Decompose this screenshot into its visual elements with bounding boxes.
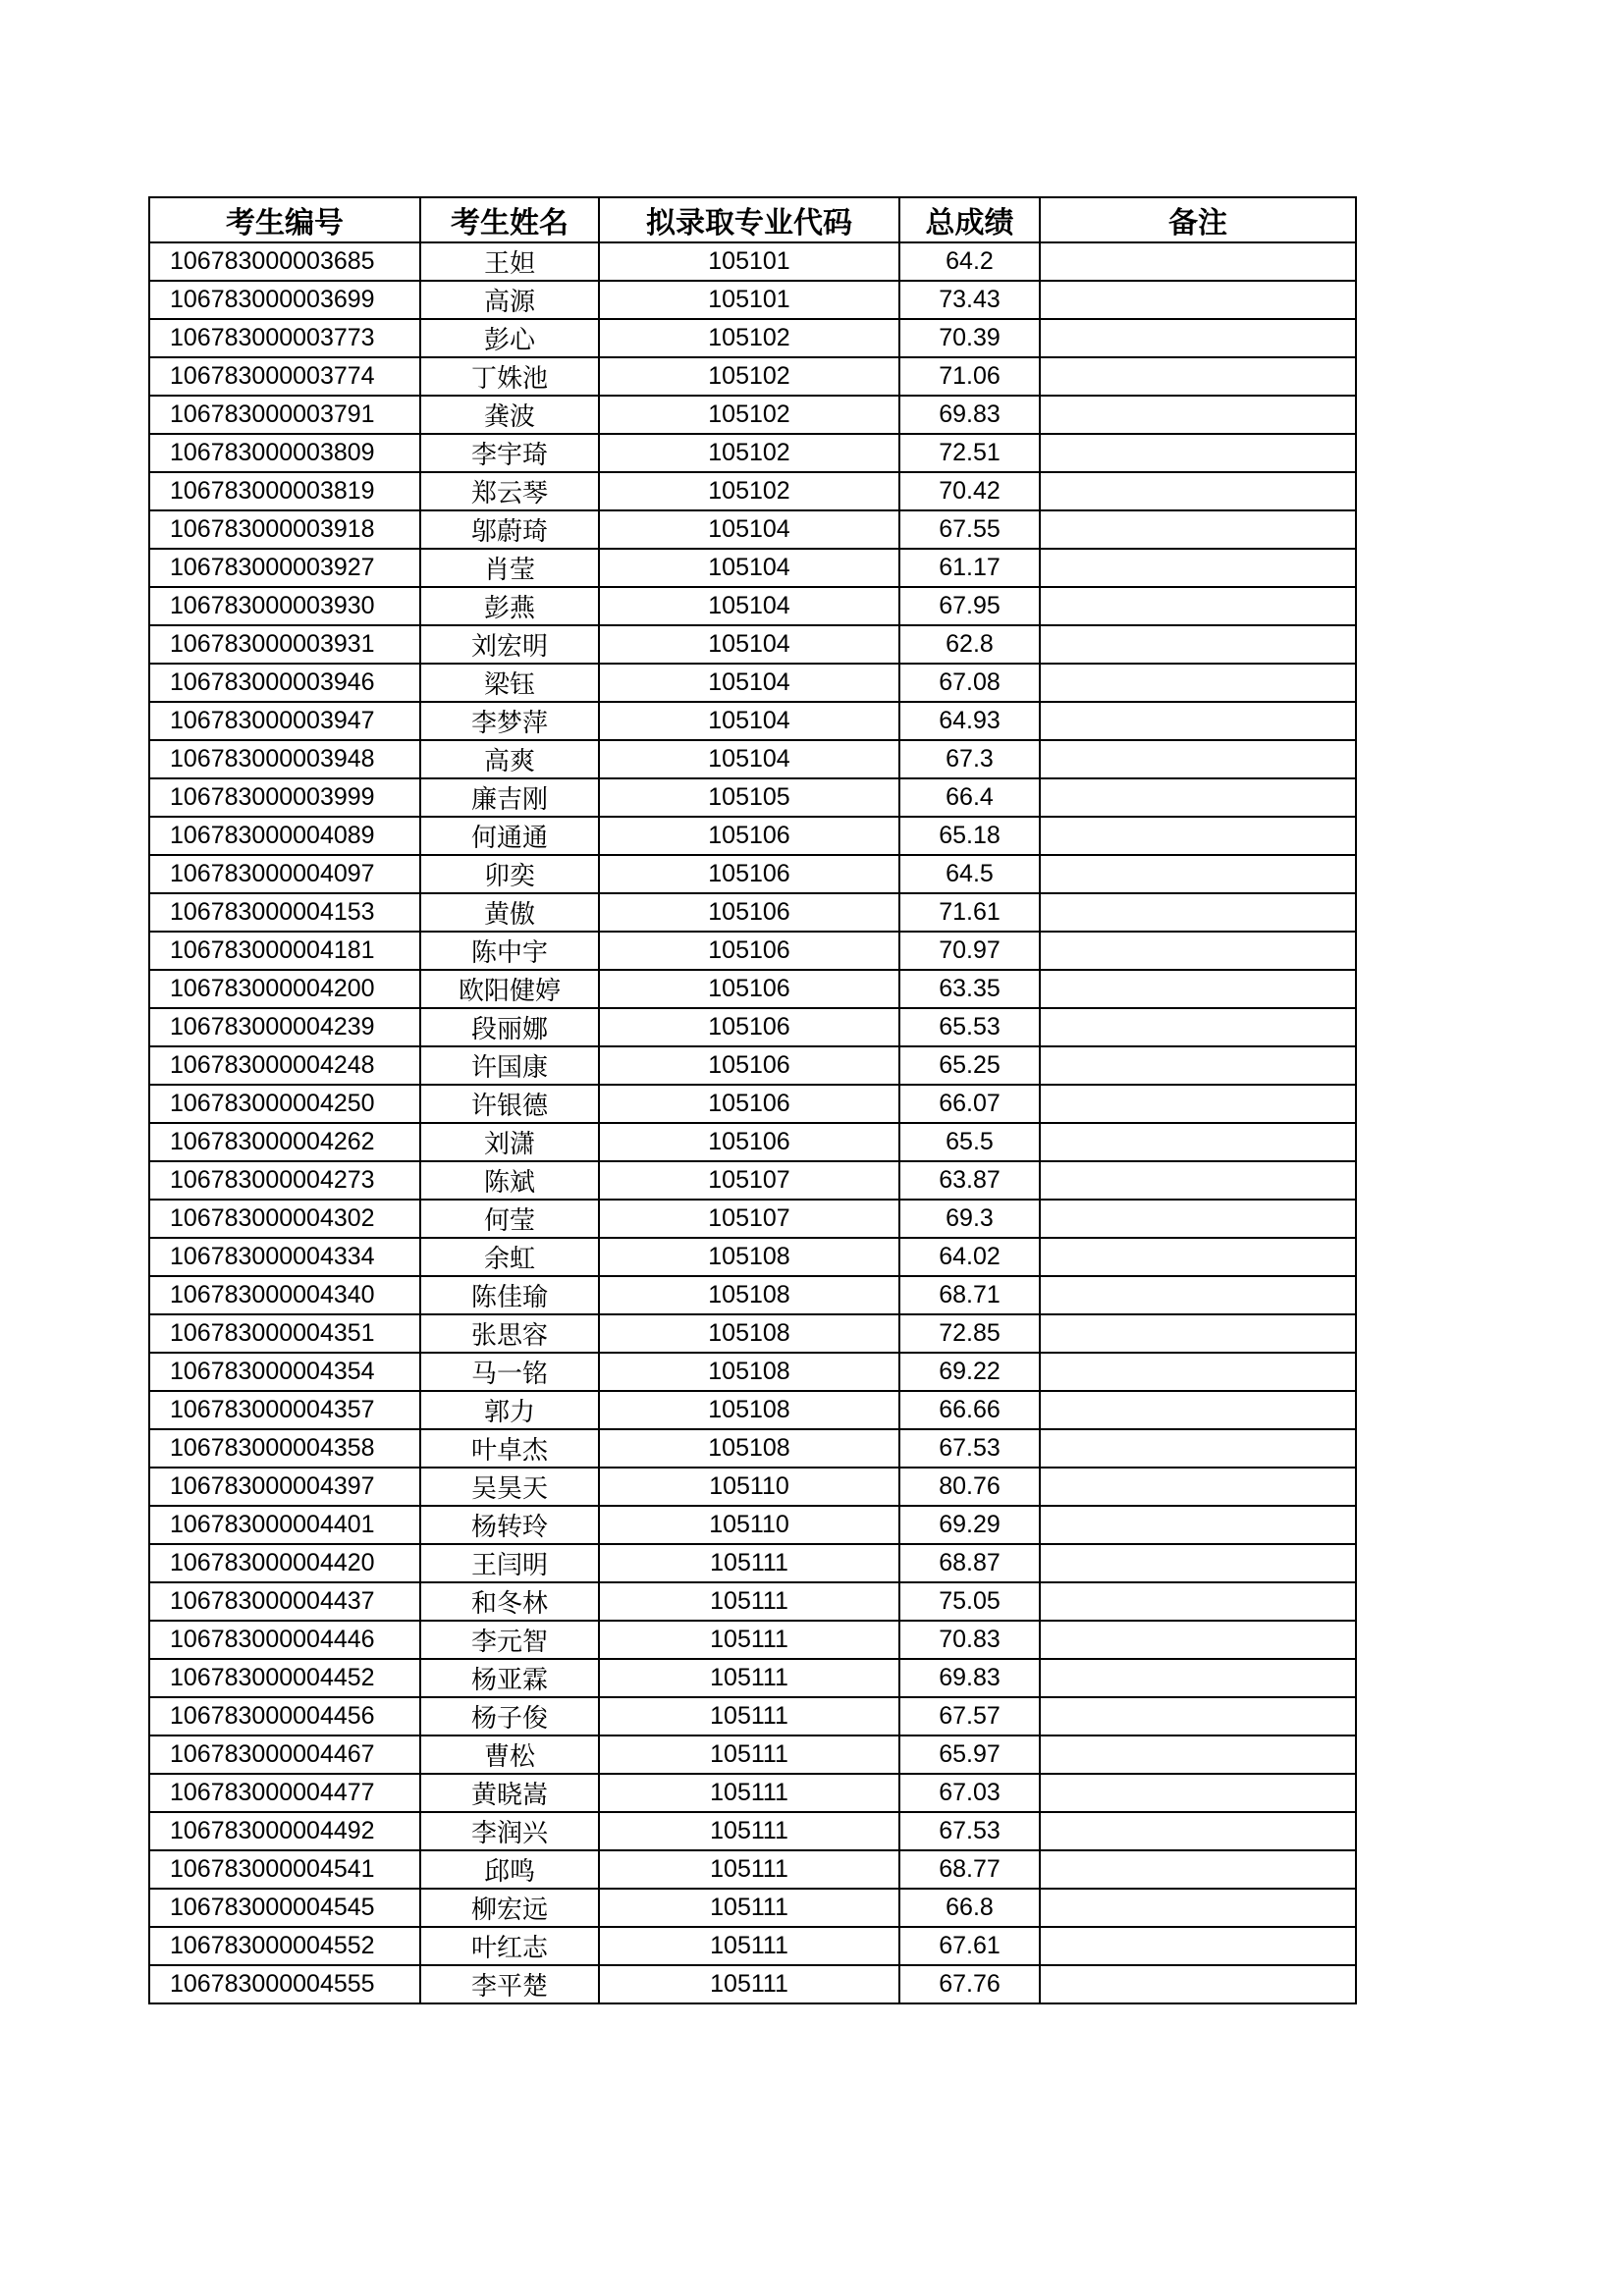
remarks-cell: [1040, 1544, 1356, 1582]
total-score-cell: 66.8: [899, 1889, 1040, 1927]
candidate-name-cell: 张思容: [420, 1314, 599, 1353]
table-row: [149, 1659, 1356, 1697]
total-score-cell: 65.18: [899, 817, 1040, 855]
candidate-name-cell: 李润兴: [420, 1812, 599, 1850]
major-code-cell: 105102: [599, 357, 899, 396]
table-row: [149, 893, 1356, 932]
major-code-cell: 105108: [599, 1429, 899, 1468]
total-score-cell: 66.07: [899, 1085, 1040, 1123]
candidate-id-cell: 106783000004354: [149, 1353, 420, 1391]
total-score-cell: 71.61: [899, 893, 1040, 932]
table-row: [149, 242, 1356, 281]
remarks-cell: [1040, 510, 1356, 549]
remarks-cell: [1040, 1965, 1356, 2003]
candidate-name-cell: 梁钰: [420, 664, 599, 702]
remarks-cell: [1040, 855, 1356, 893]
remarks-cell: [1040, 1927, 1356, 1965]
table-row: [149, 625, 1356, 664]
major-code-cell: 105108: [599, 1314, 899, 1353]
total-score-cell: 68.87: [899, 1544, 1040, 1582]
candidate-name-cell: 龚波: [420, 396, 599, 434]
remarks-cell: [1040, 1582, 1356, 1621]
candidate-id-cell: 106783000004334: [149, 1238, 420, 1276]
total-score-cell: 67.53: [899, 1429, 1040, 1468]
candidate-name-cell: 刘潇: [420, 1123, 599, 1161]
candidate-name-cell: 叶卓杰: [420, 1429, 599, 1468]
candidate-name-cell: 高爽: [420, 740, 599, 778]
remarks-cell: [1040, 1200, 1356, 1238]
total-score-cell: 70.83: [899, 1621, 1040, 1659]
candidate-name-cell: 黄晓嵩: [420, 1774, 599, 1812]
candidate-name-cell: 郭力: [420, 1391, 599, 1429]
candidate-name-cell: 李元智: [420, 1621, 599, 1659]
total-score-cell: 67.53: [899, 1812, 1040, 1850]
remarks-cell: [1040, 1085, 1356, 1123]
candidate-id-cell: 106783000003791: [149, 396, 420, 434]
candidate-id-cell: 106783000004089: [149, 817, 420, 855]
candidate-id-cell: 106783000003809: [149, 434, 420, 472]
header-total-score: 总成绩: [899, 197, 1040, 242]
remarks-cell: [1040, 625, 1356, 664]
total-score-cell: 67.08: [899, 664, 1040, 702]
major-code-cell: 105106: [599, 1085, 899, 1123]
candidate-name-cell: 黄傲: [420, 893, 599, 932]
major-code-cell: 105107: [599, 1161, 899, 1200]
remarks-cell: [1040, 1429, 1356, 1468]
major-code-cell: 105108: [599, 1238, 899, 1276]
admission-list-table-container: [148, 196, 1357, 2004]
total-score-cell: 65.5: [899, 1123, 1040, 1161]
candidate-name-cell: 卯奕: [420, 855, 599, 893]
major-code-cell: 105106: [599, 932, 899, 970]
major-code-cell: 105106: [599, 1008, 899, 1046]
remarks-cell: [1040, 1161, 1356, 1200]
major-code-cell: 105111: [599, 1659, 899, 1697]
table-row: [149, 1582, 1356, 1621]
total-score-cell: 68.77: [899, 1850, 1040, 1889]
major-code-cell: 105111: [599, 1889, 899, 1927]
candidate-id-cell: 106783000003927: [149, 549, 420, 587]
candidate-name-cell: 李宇琦: [420, 434, 599, 472]
candidate-id-cell: 106783000004273: [149, 1161, 420, 1200]
remarks-cell: [1040, 587, 1356, 625]
table-row: [149, 778, 1356, 817]
table-row: [149, 664, 1356, 702]
remarks-cell: [1040, 1046, 1356, 1085]
major-code-cell: 105106: [599, 1046, 899, 1085]
candidate-name-cell: 王闫明: [420, 1544, 599, 1582]
remarks-cell: [1040, 1276, 1356, 1314]
remarks-cell: [1040, 472, 1356, 510]
candidate-id-cell: 106783000004492: [149, 1812, 420, 1850]
total-score-cell: 66.66: [899, 1391, 1040, 1429]
candidate-name-cell: 邱鸣: [420, 1850, 599, 1889]
major-code-cell: 105108: [599, 1391, 899, 1429]
major-code-cell: 105104: [599, 625, 899, 664]
candidate-name-cell: 许银德: [420, 1085, 599, 1123]
candidate-id-cell: 106783000004262: [149, 1123, 420, 1161]
total-score-cell: 80.76: [899, 1468, 1040, 1506]
candidate-name-cell: 和冬林: [420, 1582, 599, 1621]
header-major-code: 拟录取专业代码: [599, 197, 899, 242]
table-row: [149, 1276, 1356, 1314]
table-header-row: [149, 197, 1356, 242]
major-code-cell: 105111: [599, 1927, 899, 1965]
remarks-cell: [1040, 1353, 1356, 1391]
candidate-name-cell: 李平楚: [420, 1965, 599, 2003]
table-row: [149, 549, 1356, 587]
remarks-cell: [1040, 1468, 1356, 1506]
remarks-cell: [1040, 1735, 1356, 1774]
table-row: [149, 510, 1356, 549]
remarks-cell: [1040, 664, 1356, 702]
remarks-cell: [1040, 778, 1356, 817]
total-score-cell: 64.5: [899, 855, 1040, 893]
remarks-cell: [1040, 1774, 1356, 1812]
total-score-cell: 70.97: [899, 932, 1040, 970]
remarks-cell: [1040, 434, 1356, 472]
table-row: [149, 1621, 1356, 1659]
candidate-id-cell: 106783000003999: [149, 778, 420, 817]
candidate-id-cell: 106783000004181: [149, 932, 420, 970]
candidate-id-cell: 106783000004401: [149, 1506, 420, 1544]
candidate-name-cell: 段丽娜: [420, 1008, 599, 1046]
table-row: [149, 1314, 1356, 1353]
major-code-cell: 105102: [599, 396, 899, 434]
remarks-cell: [1040, 1314, 1356, 1353]
candidate-id-cell: 106783000004358: [149, 1429, 420, 1468]
major-code-cell: 105106: [599, 817, 899, 855]
remarks-cell: [1040, 281, 1356, 319]
candidate-id-cell: 106783000004239: [149, 1008, 420, 1046]
table-row: [149, 1161, 1356, 1200]
candidate-id-cell: 106783000004420: [149, 1544, 420, 1582]
table-row: [149, 1008, 1356, 1046]
table-row: [149, 1735, 1356, 1774]
remarks-cell: [1040, 1391, 1356, 1429]
candidate-id-cell: 106783000003946: [149, 664, 420, 702]
total-score-cell: 68.71: [899, 1276, 1040, 1314]
major-code-cell: 105106: [599, 970, 899, 1008]
total-score-cell: 69.3: [899, 1200, 1040, 1238]
candidate-name-cell: 杨转玲: [420, 1506, 599, 1544]
candidate-id-cell: 106783000004552: [149, 1927, 420, 1965]
major-code-cell: 105106: [599, 855, 899, 893]
major-code-cell: 105104: [599, 587, 899, 625]
table-row: [149, 970, 1356, 1008]
candidate-name-cell: 丁姝池: [420, 357, 599, 396]
total-score-cell: 71.06: [899, 357, 1040, 396]
total-score-cell: 67.76: [899, 1965, 1040, 2003]
remarks-cell: [1040, 1621, 1356, 1659]
remarks-cell: [1040, 1238, 1356, 1276]
table-row: [149, 1850, 1356, 1889]
candidate-id-cell: 106783000003948: [149, 740, 420, 778]
remarks-cell: [1040, 817, 1356, 855]
total-score-cell: 66.4: [899, 778, 1040, 817]
candidate-name-cell: 邬蔚琦: [420, 510, 599, 549]
total-score-cell: 65.25: [899, 1046, 1040, 1085]
candidate-name-cell: 王妲: [420, 242, 599, 281]
candidate-name-cell: 陈中宇: [420, 932, 599, 970]
table-row: [149, 1697, 1356, 1735]
candidate-name-cell: 余虹: [420, 1238, 599, 1276]
table-row: [149, 396, 1356, 434]
candidate-id-cell: 106783000003931: [149, 625, 420, 664]
major-code-cell: 105106: [599, 1123, 899, 1161]
table-row: [149, 1812, 1356, 1850]
candidate-id-cell: 106783000004357: [149, 1391, 420, 1429]
major-code-cell: 105104: [599, 664, 899, 702]
remarks-cell: [1040, 893, 1356, 932]
candidate-id-cell: 106783000003819: [149, 472, 420, 510]
total-score-cell: 62.8: [899, 625, 1040, 664]
candidate-id-cell: 106783000004340: [149, 1276, 420, 1314]
remarks-cell: [1040, 932, 1356, 970]
candidate-name-cell: 李梦萍: [420, 702, 599, 740]
total-score-cell: 67.95: [899, 587, 1040, 625]
table-row: [149, 434, 1356, 472]
major-code-cell: 105111: [599, 1965, 899, 2003]
total-score-cell: 65.97: [899, 1735, 1040, 1774]
table-row: [149, 587, 1356, 625]
candidate-name-cell: 何通通: [420, 817, 599, 855]
table-row: [149, 1889, 1356, 1927]
remarks-cell: [1040, 970, 1356, 1008]
candidate-name-cell: 叶红志: [420, 1927, 599, 1965]
candidate-id-cell: 106783000004153: [149, 893, 420, 932]
candidate-name-cell: 郑云琴: [420, 472, 599, 510]
candidate-name-cell: 高源: [420, 281, 599, 319]
candidate-id-cell: 106783000004250: [149, 1085, 420, 1123]
total-score-cell: 64.93: [899, 702, 1040, 740]
major-code-cell: 105102: [599, 434, 899, 472]
table-row: [149, 281, 1356, 319]
candidate-id-cell: 106783000004452: [149, 1659, 420, 1697]
remarks-cell: [1040, 740, 1356, 778]
major-code-cell: 105111: [599, 1544, 899, 1582]
major-code-cell: 105110: [599, 1506, 899, 1544]
candidate-name-cell: 陈斌: [420, 1161, 599, 1200]
major-code-cell: 105111: [599, 1774, 899, 1812]
total-score-cell: 67.61: [899, 1927, 1040, 1965]
major-code-cell: 105104: [599, 510, 899, 549]
candidate-id-cell: 106783000004446: [149, 1621, 420, 1659]
candidate-id-cell: 106783000004097: [149, 855, 420, 893]
table-row: [149, 1965, 1356, 2003]
candidate-name-cell: 刘宏明: [420, 625, 599, 664]
major-code-cell: 105108: [599, 1276, 899, 1314]
candidate-id-cell: 106783000003773: [149, 319, 420, 357]
candidate-id-cell: 106783000003699: [149, 281, 420, 319]
major-code-cell: 105111: [599, 1621, 899, 1659]
major-code-cell: 105101: [599, 242, 899, 281]
remarks-cell: [1040, 702, 1356, 740]
major-code-cell: 105104: [599, 702, 899, 740]
candidate-id-cell: 106783000004437: [149, 1582, 420, 1621]
candidate-id-cell: 106783000004541: [149, 1850, 420, 1889]
table-row: [149, 1238, 1356, 1276]
candidate-name-cell: 肖莹: [420, 549, 599, 587]
candidate-id-cell: 106783000003774: [149, 357, 420, 396]
candidate-name-cell: 彭燕: [420, 587, 599, 625]
major-code-cell: 105111: [599, 1812, 899, 1850]
total-score-cell: 69.29: [899, 1506, 1040, 1544]
total-score-cell: 63.35: [899, 970, 1040, 1008]
remarks-cell: [1040, 319, 1356, 357]
candidate-id-cell: 106783000004456: [149, 1697, 420, 1735]
remarks-cell: [1040, 1850, 1356, 1889]
candidate-id-cell: 106783000004545: [149, 1889, 420, 1927]
remarks-cell: [1040, 1008, 1356, 1046]
table-row: [149, 855, 1356, 893]
remarks-cell: [1040, 1812, 1356, 1850]
table-row: [149, 1506, 1356, 1544]
table-row: [149, 319, 1356, 357]
candidate-id-cell: 106783000004351: [149, 1314, 420, 1353]
total-score-cell: 67.3: [899, 740, 1040, 778]
candidate-name-cell: 许国康: [420, 1046, 599, 1085]
candidate-id-cell: 106783000004477: [149, 1774, 420, 1812]
major-code-cell: 105102: [599, 472, 899, 510]
total-score-cell: 72.51: [899, 434, 1040, 472]
candidate-name-cell: 杨子俊: [420, 1697, 599, 1735]
candidate-id-cell: 106783000004302: [149, 1200, 420, 1238]
total-score-cell: 69.83: [899, 1659, 1040, 1697]
candidate-name-cell: 杨亚霖: [420, 1659, 599, 1697]
candidate-name-cell: 廉吉刚: [420, 778, 599, 817]
candidate-id-cell: 106783000003918: [149, 510, 420, 549]
candidate-id-cell: 106783000004555: [149, 1965, 420, 2003]
remarks-cell: [1040, 357, 1356, 396]
total-score-cell: 73.43: [899, 281, 1040, 319]
remarks-cell: [1040, 1506, 1356, 1544]
total-score-cell: 63.87: [899, 1161, 1040, 1200]
candidate-id-cell: 106783000003930: [149, 587, 420, 625]
remarks-cell: [1040, 1659, 1356, 1697]
candidate-name-cell: 马一铭: [420, 1353, 599, 1391]
candidate-name-cell: 陈佳瑜: [420, 1276, 599, 1314]
total-score-cell: 69.83: [899, 396, 1040, 434]
total-score-cell: 67.57: [899, 1697, 1040, 1735]
table-row: [149, 357, 1356, 396]
candidate-id-cell: 106783000003947: [149, 702, 420, 740]
total-score-cell: 69.22: [899, 1353, 1040, 1391]
candidate-name-cell: 吴昊天: [420, 1468, 599, 1506]
total-score-cell: 64.02: [899, 1238, 1040, 1276]
candidate-name-cell: 曹松: [420, 1735, 599, 1774]
header-candidate-name: 考生姓名: [420, 197, 599, 242]
table-row: [149, 1774, 1356, 1812]
major-code-cell: 105104: [599, 549, 899, 587]
candidate-id-cell: 106783000004200: [149, 970, 420, 1008]
remarks-cell: [1040, 242, 1356, 281]
major-code-cell: 105108: [599, 1353, 899, 1391]
total-score-cell: 64.2: [899, 242, 1040, 281]
total-score-cell: 67.55: [899, 510, 1040, 549]
major-code-cell: 105111: [599, 1582, 899, 1621]
candidate-name-cell: 柳宏远: [420, 1889, 599, 1927]
remarks-cell: [1040, 396, 1356, 434]
table-row: [149, 1391, 1356, 1429]
table-row: [149, 932, 1356, 970]
table-row: [149, 1429, 1356, 1468]
table-row: [149, 472, 1356, 510]
candidate-id-cell: 106783000004397: [149, 1468, 420, 1506]
major-code-cell: 105101: [599, 281, 899, 319]
major-code-cell: 105104: [599, 740, 899, 778]
candidate-name-cell: 欧阳健婷: [420, 970, 599, 1008]
major-code-cell: 105106: [599, 893, 899, 932]
total-score-cell: 70.42: [899, 472, 1040, 510]
header-remarks: 备注: [1040, 197, 1356, 242]
admission-list-table: [148, 196, 1357, 2004]
total-score-cell: 75.05: [899, 1582, 1040, 1621]
major-code-cell: 105111: [599, 1735, 899, 1774]
header-candidate-id: 考生编号: [149, 197, 420, 242]
table-row: [149, 1085, 1356, 1123]
remarks-cell: [1040, 1697, 1356, 1735]
major-code-cell: 105111: [599, 1850, 899, 1889]
total-score-cell: 67.03: [899, 1774, 1040, 1812]
major-code-cell: 105107: [599, 1200, 899, 1238]
table-row: [149, 1468, 1356, 1506]
total-score-cell: 70.39: [899, 319, 1040, 357]
major-code-cell: 105105: [599, 778, 899, 817]
total-score-cell: 65.53: [899, 1008, 1040, 1046]
table-row: [149, 1046, 1356, 1085]
candidate-name-cell: 彭心: [420, 319, 599, 357]
candidate-name-cell: 何莹: [420, 1200, 599, 1238]
table-row: [149, 740, 1356, 778]
table-row: [149, 1353, 1356, 1391]
candidate-id-cell: 106783000004467: [149, 1735, 420, 1774]
major-code-cell: 105110: [599, 1468, 899, 1506]
remarks-cell: [1040, 1123, 1356, 1161]
candidate-id-cell: 106783000003685: [149, 242, 420, 281]
table-row: [149, 702, 1356, 740]
table-row: [149, 1927, 1356, 1965]
candidate-id-cell: 106783000004248: [149, 1046, 420, 1085]
major-code-cell: 105111: [599, 1697, 899, 1735]
total-score-cell: 72.85: [899, 1314, 1040, 1353]
table-row: [149, 1123, 1356, 1161]
remarks-cell: [1040, 549, 1356, 587]
table-row: [149, 1544, 1356, 1582]
table-row: [149, 1200, 1356, 1238]
remarks-cell: [1040, 1889, 1356, 1927]
total-score-cell: 61.17: [899, 549, 1040, 587]
major-code-cell: 105102: [599, 319, 899, 357]
table-row: [149, 817, 1356, 855]
